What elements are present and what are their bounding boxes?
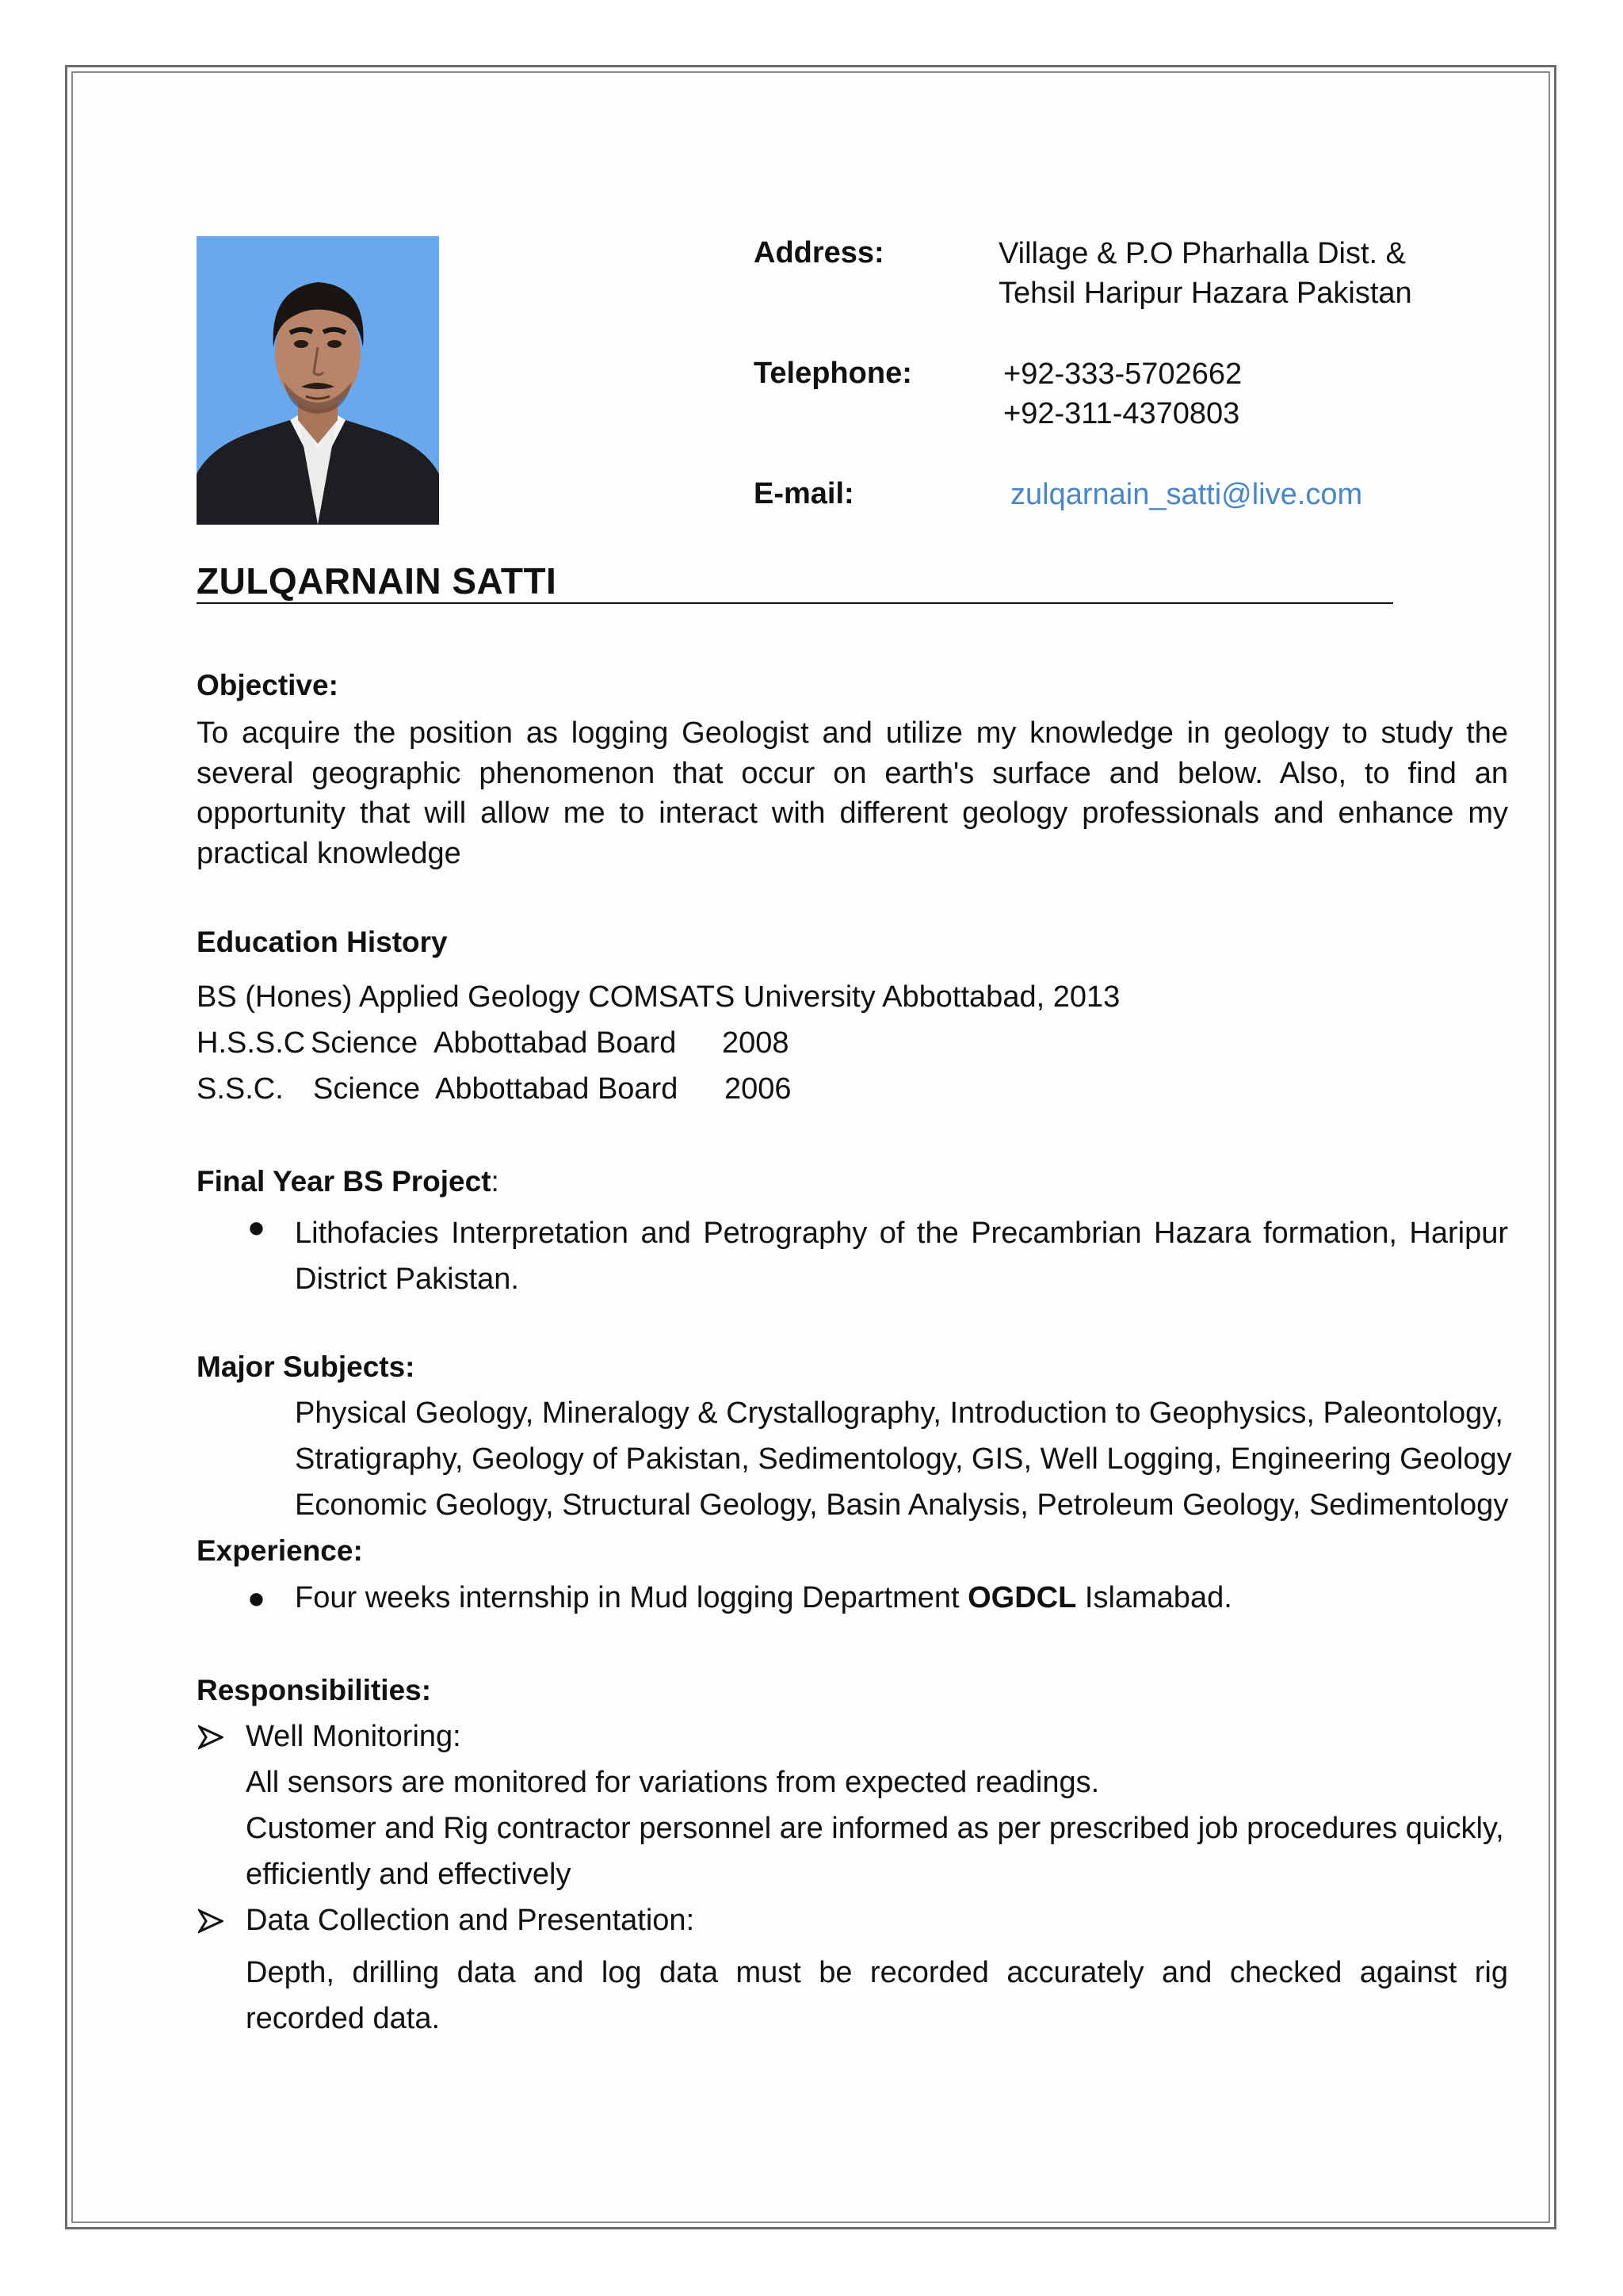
experience-heading: Experience: [197,1534,363,1567]
education-board: Abbottabad Board [435,1072,678,1106]
objective-line: To acquire the position as logging Geologist and utilize my knowledge in geology to study the [197,716,1508,750]
education-year: 2008 [722,1026,789,1060]
email-link[interactable]: zulqarnain_satti@live.com [1010,478,1363,511]
objective-line: opportunity that will allow me to interact with different geology professionals and enhance my [197,797,1508,830]
objective-line: several geographic phenomenon that occur on earth's surface and below. Also, to find an [197,756,1508,790]
address-line: Tehsil Haripur Hazara Pakistan [999,277,1412,310]
subjects-line: Stratigraphy, Geology of Pakistan, Sedimentology, GIS, Well Logging, Engineering Geology [295,1442,1512,1476]
bullet-dot-icon: ● [247,1582,265,1615]
project-line: District Pakistan. [295,1263,519,1296]
education-level: S.S.C. [197,1072,284,1106]
data-collection-line: recorded data. [246,2002,441,2035]
education-degree: BS (Hones) Applied Geology COMSATS University Abbottabad, 2013 [197,980,1121,1014]
profile-photo [197,236,439,525]
telephone-line: +92-311-4370803 [1003,397,1240,430]
project-line: Lithofacies Interpretation and Petrography of the Precambrian Hazara formation, Haripur [295,1217,1508,1250]
experience-text-after: Islamabad. [1076,1581,1232,1614]
education-board: Abbottabad Board [433,1026,677,1060]
education-level: H.S.S.C [197,1026,306,1060]
responsibilities-heading: Responsibilities: [197,1674,432,1706]
address-label: Address: [754,236,884,269]
well-monitoring-line: efficiently and effectively [246,1858,571,1891]
education-year: 2006 [724,1072,792,1106]
address-value [999,234,1412,313]
arrow-right-icon [198,1908,223,1934]
telephone-value [1003,354,1242,434]
email-label: E-mail: [754,477,854,510]
experience-org: OGDCL [968,1581,1077,1614]
objective-heading: Objective: [197,669,338,701]
objective-line: practical knowledge [197,836,461,870]
project-heading-text: Final Year BS Project [197,1165,491,1198]
address-line: Village & P.O Pharhalla Dist. & [999,237,1406,270]
experience-text-before: Four weeks internship in Mud logging Department [295,1581,968,1614]
arrow-right-icon [198,1725,223,1750]
experience-text [295,1581,1232,1615]
subjects-heading: Major Subjects: [197,1350,415,1383]
objective-text [197,713,1508,873]
education-field: Science [311,1026,418,1060]
project-heading-colon: : [491,1165,499,1198]
data-collection-title: Data Collection and Presentation: [246,1904,695,1937]
name-underline [197,602,1393,604]
well-monitoring-title: Well Monitoring: [246,1720,461,1753]
project-heading [197,1165,499,1198]
subjects-line: Physical Geology, Mineralogy & Crystallography, Introduction to Geophysics, Paleontology, [295,1396,1503,1430]
project-text [295,1210,1508,1302]
bullet-dot-icon: ● [247,1211,265,1244]
well-monitoring-line: Customer and Rig contractor personnel are informed as per prescribed job procedures quickly, [246,1812,1504,1845]
education-field: Science [313,1072,421,1106]
telephone-label: Telephone: [754,357,912,390]
applicant-name: ZULQARNAIN SATTI [197,560,557,602]
education-heading: Education History [197,926,448,958]
telephone-line: +92-333-5702662 [1003,357,1243,391]
data-collection-line: Depth, drilling data and log data must be recorded accurately and checked against rig [246,1956,1508,1989]
well-monitoring-line: All sensors are monitored for variations from expected readings. [246,1766,1100,1799]
data-collection-text [246,1950,1508,2042]
subjects-line: Economic Geology, Structural Geology, Basin Analysis, Petroleum Geology, Sedimentology [295,1488,1509,1522]
